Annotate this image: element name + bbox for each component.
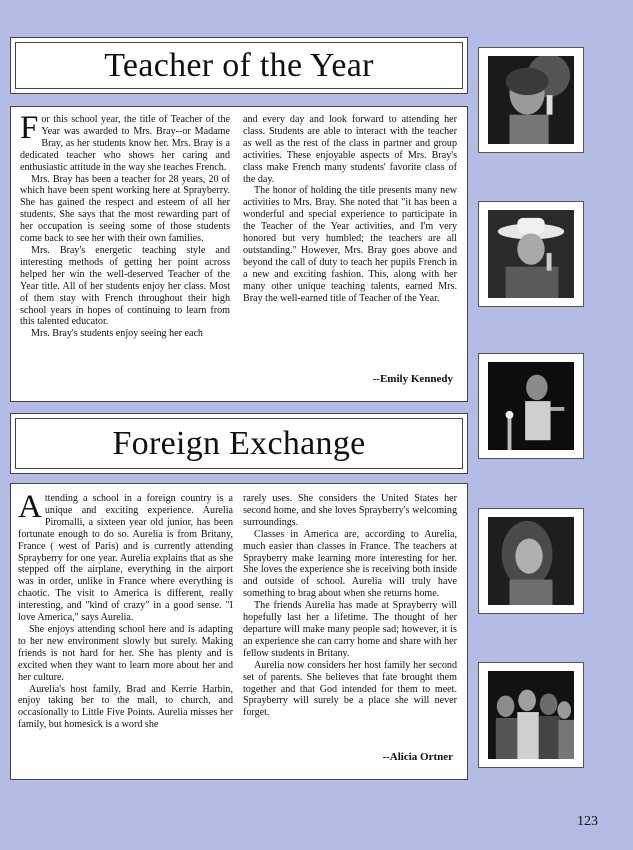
exchange-paragraph-5: Classes in America are, according to Aurelia, much easier than classes in France. The teachers at Sprayberry make learning more interesting for her. She loves the experience she is receiving both inside and outside of school. Aurelia will truly have something to brag about when she returns home. [243, 528, 457, 600]
teacher-title-box [10, 37, 468, 94]
teacher-title-frame [15, 42, 463, 89]
photo-cowboy-singer [478, 201, 584, 307]
exchange-paragraph-3: Aurelia's host family, Brad and Kerrie Harbin, enjoy taking her to the mall, to church, and occasionally to Little Five Points. Aurelia misses her family, but homesick is a word she [18, 683, 233, 731]
exchange-dropcap: A [18, 489, 42, 525]
photo-singer-microphone-image [488, 56, 574, 144]
page-number: 123 [577, 814, 598, 829]
exchange-title-box [10, 413, 468, 474]
exchange-article-col2 [243, 493, 457, 719]
teacher-paragraph-6: The honor of holding the title presents many new activities to Mrs. Bray. She noted that "it has been a wonderful and special experience to participate in the Teacher of the Year activities, and I'm very honored but very humbled; the teachers are all outstanding." However, Mrs. Bray goes above and beyond the call of duty to teach her pupils French in a new and exciting fashion. This, along with her many other unique teaching talents, earned Mrs. Bray the well-earned title of Teacher of the Year. [243, 185, 457, 304]
teacher-article-col2 [243, 114, 457, 305]
exchange-paragraph-7: Aurelia now considers her host family her second set of parents. She believes that fate brought them together and that God intended for them to meet. Sprayberry will surely be a place she will never forget. [243, 659, 457, 719]
exchange-paragraph-1: Attending a school in a foreign country is a unique and exciting experience. Aurelia Piromalli, a sixteen year old junior, has been fortunate enough to do so. Aurelia is from Britany, France ( west of Paris) and is currently attending Sprayberry for one year. Aurelia explains that as she stepped off the airplane, everything in the airport was in order, unlike in France where everything is chaotic. The visit to America is different, really interesting, and "kind of crazy" in a good sense. "I love America," says Aurelia. [18, 489, 233, 624]
teacher-article-col1 [20, 110, 230, 340]
photo-performer-stage [478, 353, 584, 459]
photo-woman-portrait [478, 508, 584, 614]
teacher-paragraph-5: and every day and look forward to attending her class. Students are able to interact with the teacher as well as the rest of the class in partner and group activities. These enjoyable aspects of Mrs. Bray's class make French many students' favorite class of the day. [243, 114, 457, 185]
photo-group-students-image [488, 671, 574, 759]
photo-group-students [478, 662, 584, 768]
exchange-paragraph-4: rarely uses. She considers the United States her second home, and she loves Sprayberry's welcoming surroundings. [243, 493, 457, 528]
teacher-dropcap: F [20, 110, 39, 146]
exchange-byline: --Alicia Ortner [382, 751, 453, 763]
teacher-byline: --Emily Kennedy [372, 373, 453, 385]
exchange-paragraph-2: She enjoys attending school here and is adapting to her new environment slowly but surely. Making friends is not hard for her. She has plenty and is excited when they want to learn more about her and her culture. [18, 623, 233, 683]
teacher-paragraph-3: Mrs. Bray's energetic teaching style and interesting methods of getting her point across helped her win the well-deserved Teacher of the Year title. All of her students enjoy her class. Most of them stay with French throughout their high school years in hopes of continuing to learn from this talented educator. [20, 244, 230, 328]
photo-woman-portrait-image [488, 517, 574, 605]
teacher-title: Teacher of the Year [104, 46, 374, 84]
teacher-article-box [10, 106, 468, 402]
photo-performer-stage-image [488, 362, 574, 450]
teacher-paragraph-4: Mrs. Bray's students enjoy seeing her each [31, 328, 203, 340]
exchange-paragraph-6: The friends Aurelia has made at Sprayberry will hopefully last her a lifetime. The thought of her departure will make many people sad; however, it is an experience she can carry home and share with her fellow students in Britany. [243, 600, 457, 659]
exchange-title-frame [15, 418, 463, 469]
teacher-paragraph-1: For this school year, the title of Teacher of the Year was awarded to Mrs. Bray--or Madame Bray, as her students know her. Mrs. Bray is a dedicated teacher who shows her caring and enthusiastic attitude in the way she teaches French. [20, 110, 230, 173]
exchange-title: Foreign Exchange [112, 424, 366, 462]
teacher-paragraph-2: Mrs. Bray has been a teacher for 28 years, 20 of which have been spent working here at Sprayberry. She has gained the respect and esteem of all her students. She says that the most rewarding part of her occupation is seeing some of those students come back to see her with their own families. [20, 173, 230, 245]
exchange-article-col1 [18, 489, 233, 731]
photo-singer-microphone [478, 47, 584, 153]
photo-cowboy-singer-image [488, 210, 574, 298]
exchange-article-box [10, 483, 468, 780]
